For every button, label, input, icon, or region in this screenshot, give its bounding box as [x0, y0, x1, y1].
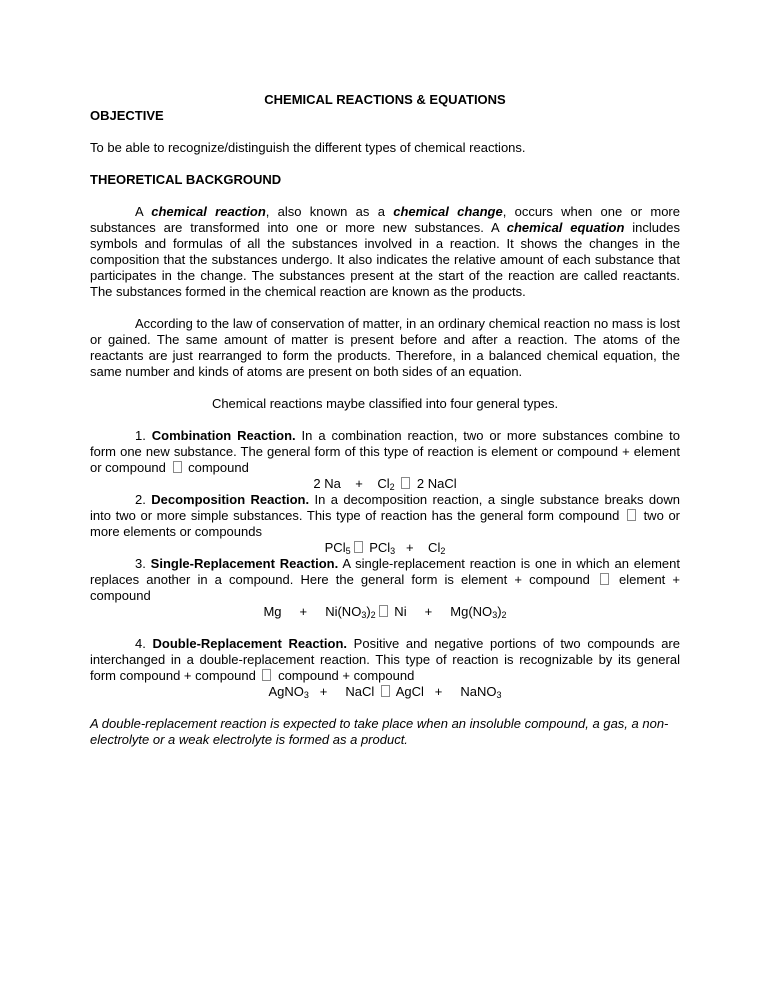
closing-note: A double-replacement reaction is expected to take place when an insoluble compound, a gas, a non-electrolyte or a weak electrolyte is formed as a product.: [90, 716, 669, 747]
equation-single-replacement: Mg + $Ni(NO_3)_2$ Ni + $Mg(NO_3)_2$: [263, 604, 507, 620]
reaction-type-combination: 1. Combination Reaction. In a combination reaction, two or more substances combine to form one new substance. The general form of this type of reaction is element or compound + element or compound compound: [90, 428, 680, 475]
document-body: [90, 92, 680, 748]
document-title: CHEMICAL REACTIONS & EQUATIONS: [264, 92, 506, 107]
equation-decomposition: PCl$_5$ PCl$_3$ + $Cl_2$: [324, 540, 446, 556]
reaction-type-single-replacement: 3. Single-Replacement Reaction. A single-replacement reaction is one in which an element replaces another in a compound. Here the general form is element + compound element + compound: [90, 556, 680, 603]
reaction-type-decomposition: 2. Decomposition Reaction. In a decomposition reaction, a single substance breaks down into two or more simple substances. This type of reaction has the general form compound two or more elements or compounds: [90, 492, 680, 539]
paragraph-conservation: According to the law of conservation of matter, in an ordinary chemical reaction no mass is lost or gained. The same amount of matter is present before and after a reaction. The atoms of the reactants are just rearranged to form the products. Therefore, in a balanced chemical equation, the same number and kinds of atoms are present on both sides of an equation.: [90, 316, 680, 379]
objective-text: To be able to recognize/distinguish the different types of chemical reactions.: [90, 140, 526, 155]
reaction-type-double-replacement: 4. Double-Replacement Reaction. Positive and negative portions of two compounds are interchanged in a double-replacement reaction. This type of reaction is recognizable by its general form compound + compound compound + compound: [90, 636, 680, 683]
arrow-glyph-icon: [173, 461, 182, 473]
equation-double-replacement: AgNO$_3$ + NaCl AgCl + NaNO$_3$: [268, 684, 502, 700]
arrow-glyph-icon: [600, 573, 609, 585]
paragraph-chemical-reaction: A chemical reaction, also known as a chemical change, occurs when one or more substances are transformed into one or more new substances. A chemical equation includes symbols and formulas of all the substances involved in a reaction. It shows the changes in the composition that the substances undergo. It also indicates the relative amount of each substance that participates in the change. The substances present at the start of the reaction are called reactants. The substances formed in the chemical reaction are known as the products.: [90, 204, 680, 299]
objective-heading: OBJECTIVE: [90, 108, 164, 123]
arrow-glyph-icon: [381, 685, 390, 697]
equation-combination: 2 Na + $Cl_2$ 2 NaCl: [313, 476, 457, 492]
classification-sentence: Chemical reactions maybe classified into four general types.: [211, 396, 559, 411]
arrow-glyph-icon: [379, 605, 388, 617]
arrow-glyph-icon: [627, 509, 636, 521]
arrow-glyph-icon: [354, 541, 363, 553]
arrow-glyph-icon: [262, 669, 271, 681]
arrow-glyph-icon: [401, 477, 410, 489]
background-heading: THEORETICAL BACKGROUND: [90, 172, 282, 187]
